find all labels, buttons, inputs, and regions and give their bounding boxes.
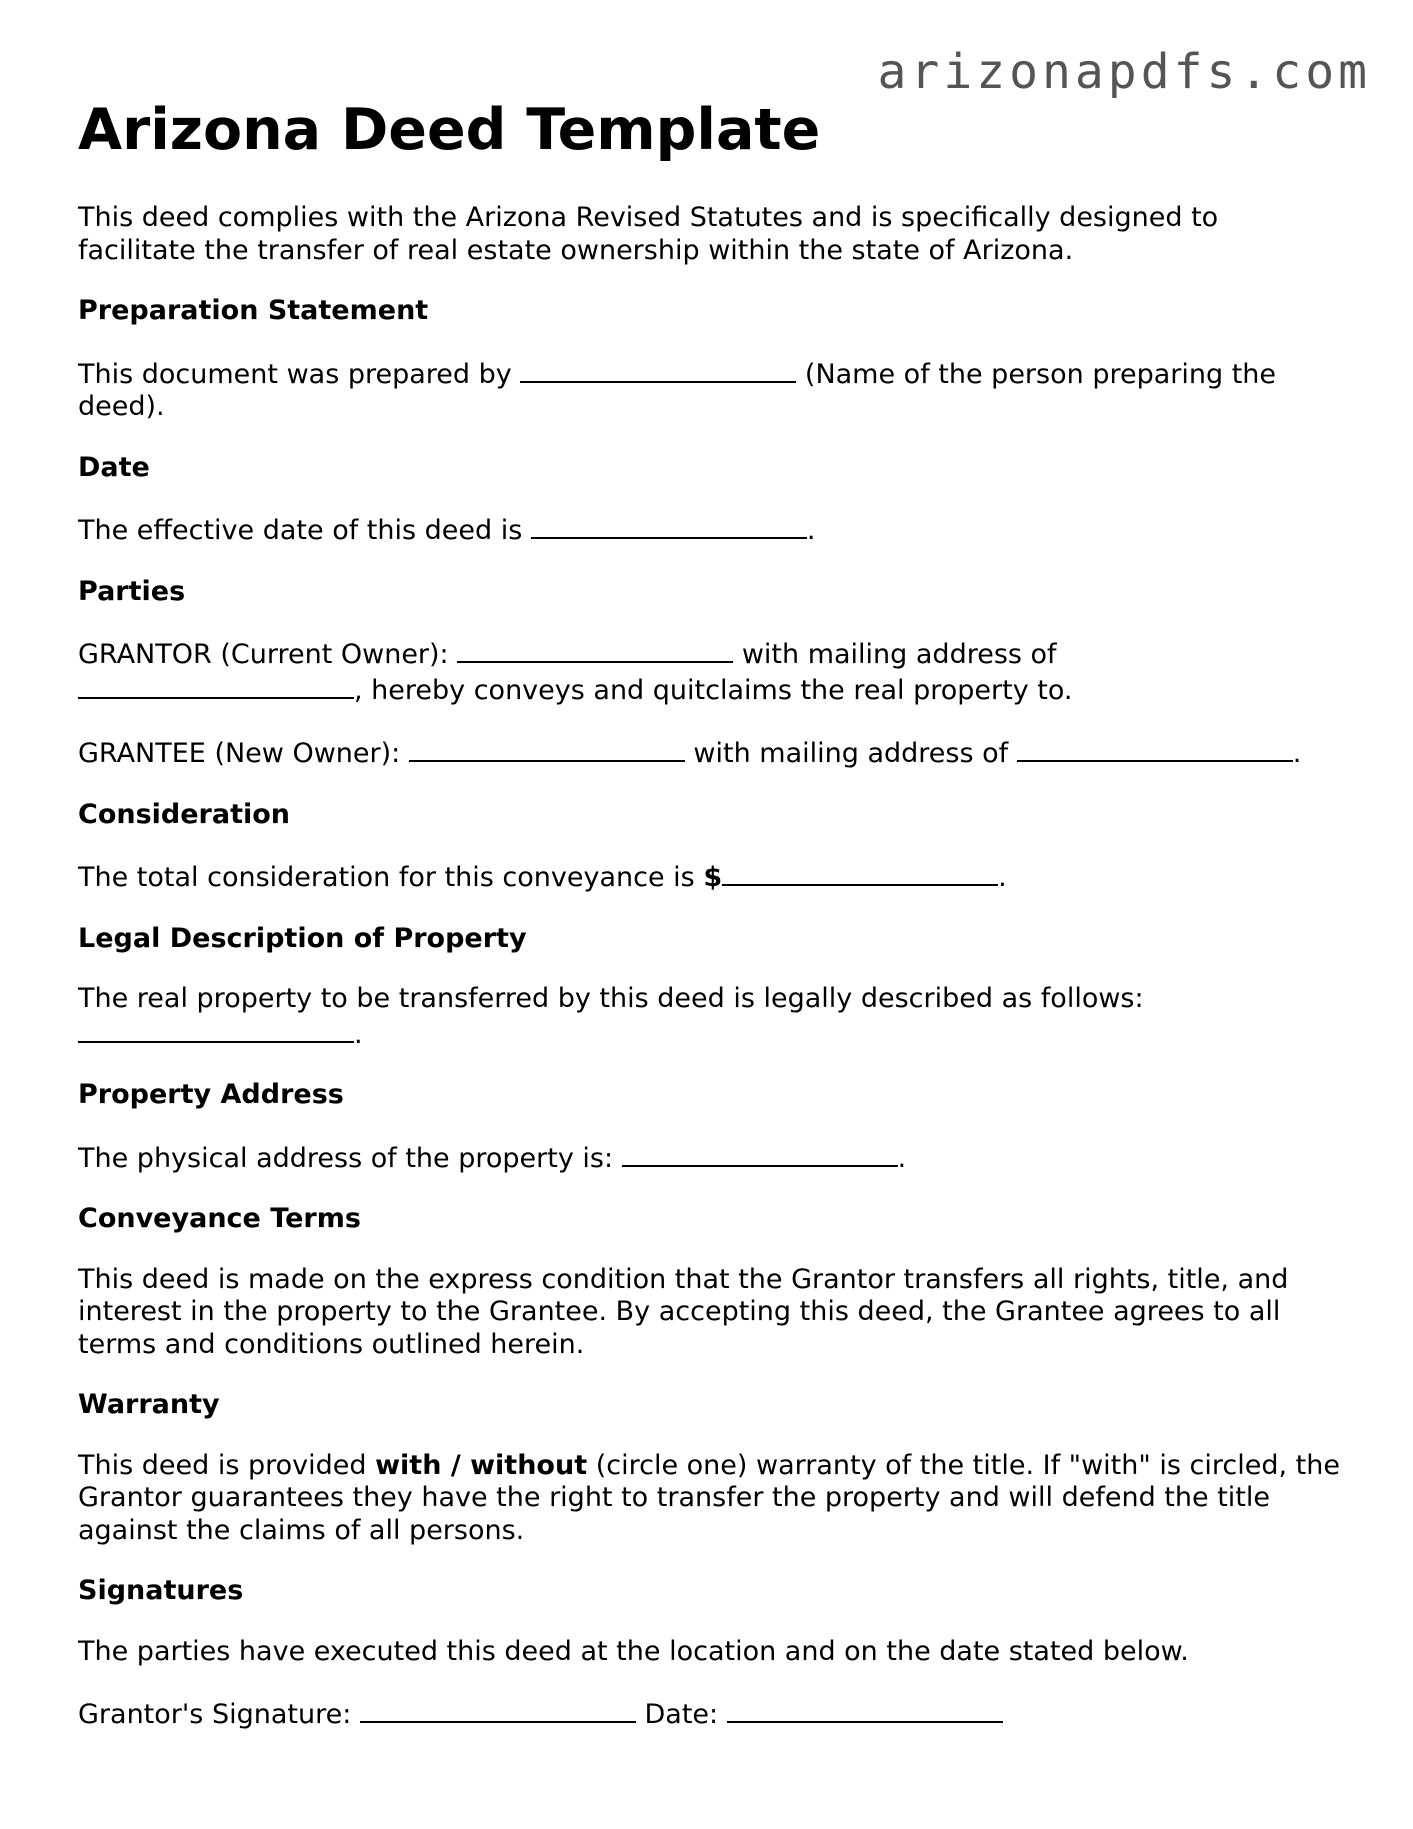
signatures-heading: Signatures xyxy=(78,1575,244,1606)
preparation-text-after: (Name of the person preparing the deed). xyxy=(78,358,1276,422)
property-address-paragraph xyxy=(78,1140,1340,1176)
signature-date-label: Date: xyxy=(635,1699,727,1730)
property-address-text-before: The physical address of the property is: xyxy=(78,1142,622,1174)
warranty-paragraph xyxy=(78,1450,1340,1548)
date-text-after: . xyxy=(806,515,816,546)
document-body xyxy=(78,202,1340,1760)
preparation-heading: Preparation Statement xyxy=(78,295,429,326)
warranty-option-without[interactable]: without xyxy=(470,1449,588,1481)
consideration-text-after: . xyxy=(998,862,1007,893)
property-address-blank[interactable] xyxy=(622,1140,898,1167)
consideration-paragraph xyxy=(78,859,1340,895)
page-title: Arizona Deed Template xyxy=(78,97,821,163)
consideration-heading: Consideration xyxy=(78,798,291,830)
grantor-text-after: , hereby conveys and quitclaims the real property to. xyxy=(354,674,1073,706)
preparation-text-before: This document was prepared by xyxy=(78,358,521,390)
date-paragraph xyxy=(78,512,1340,548)
effective-date-blank[interactable] xyxy=(531,512,807,539)
warranty-text-before: This deed is provided xyxy=(78,1449,376,1481)
conveyance-terms-heading: Conveyance Terms xyxy=(78,1203,361,1234)
grantor-paragraph xyxy=(78,636,1340,707)
preparation-paragraph xyxy=(78,356,1340,424)
legal-description-blank[interactable] xyxy=(78,1016,354,1043)
grantee-paragraph xyxy=(78,735,1340,771)
date-heading: Date xyxy=(78,451,150,483)
signatures-paragraph: The parties have executed this deed at the location and on the date stated below. xyxy=(78,1635,1189,1667)
grantor-signature-label: Grantor's Signature: xyxy=(78,1699,360,1730)
date-text-before: The effective date of this deed is xyxy=(78,515,531,546)
signature-line xyxy=(78,1696,1340,1732)
preparer-name-blank[interactable] xyxy=(520,356,796,383)
legal-description-text-after: . xyxy=(354,1018,363,1050)
grantor-address-blank[interactable] xyxy=(78,672,354,699)
property-address-heading: Property Address xyxy=(78,1079,344,1110)
signature-date-blank[interactable] xyxy=(727,1696,1003,1723)
grantee-name-blank[interactable] xyxy=(409,735,685,762)
grantor-signature-blank[interactable] xyxy=(360,1696,636,1723)
grantor-name-blank[interactable] xyxy=(457,636,733,663)
intro-paragraph: This deed complies with the Arizona Revised Statutes and is specifically designed to facilitate the transfer of real estate ownership within the state of Arizona. xyxy=(78,202,1219,266)
warranty-heading: Warranty xyxy=(78,1389,220,1420)
grantor-text-middle: with mailing address of xyxy=(733,639,1057,670)
warranty-text-after: (circle one) warranty of the title. If "with" is circled, the Grantor guarantees they have the right to transfer the property and will defend the title against the claims of all persons. xyxy=(78,1449,1340,1546)
currency-symbol: $ xyxy=(703,862,723,893)
warranty-option-with[interactable]: with xyxy=(375,1449,442,1481)
consideration-text-before: The total consideration for this conveyance is xyxy=(78,862,704,893)
conveyance-terms-paragraph: This deed is made on the express condition that the Grantor transfers all rights, title, and interest in the property to the Grantee. By accepting this deed, the Grantee agrees to all terms and conditions outlined herein. xyxy=(78,1263,1289,1360)
warranty-option-separator: / xyxy=(441,1449,471,1481)
consideration-amount-blank[interactable] xyxy=(722,859,998,886)
grantee-text-middle: with mailing address of xyxy=(684,738,1017,769)
legal-description-paragraph xyxy=(78,983,1340,1051)
grantee-address-blank[interactable] xyxy=(1017,735,1293,762)
grantor-text-before: GRANTOR (Current Owner): xyxy=(78,639,458,670)
watermark: arizonapdfs.com xyxy=(877,44,1371,100)
grantee-text-before: GRANTEE (New Owner): xyxy=(78,738,409,769)
parties-heading: Parties xyxy=(78,575,186,607)
legal-description-text-before: The real property to be transferred by this deed is legally described as follows: xyxy=(78,983,1144,1014)
legal-description-heading: Legal Description of Property xyxy=(78,922,527,954)
property-address-text-after: . xyxy=(897,1142,907,1174)
grantee-text-after: . xyxy=(1292,738,1302,769)
